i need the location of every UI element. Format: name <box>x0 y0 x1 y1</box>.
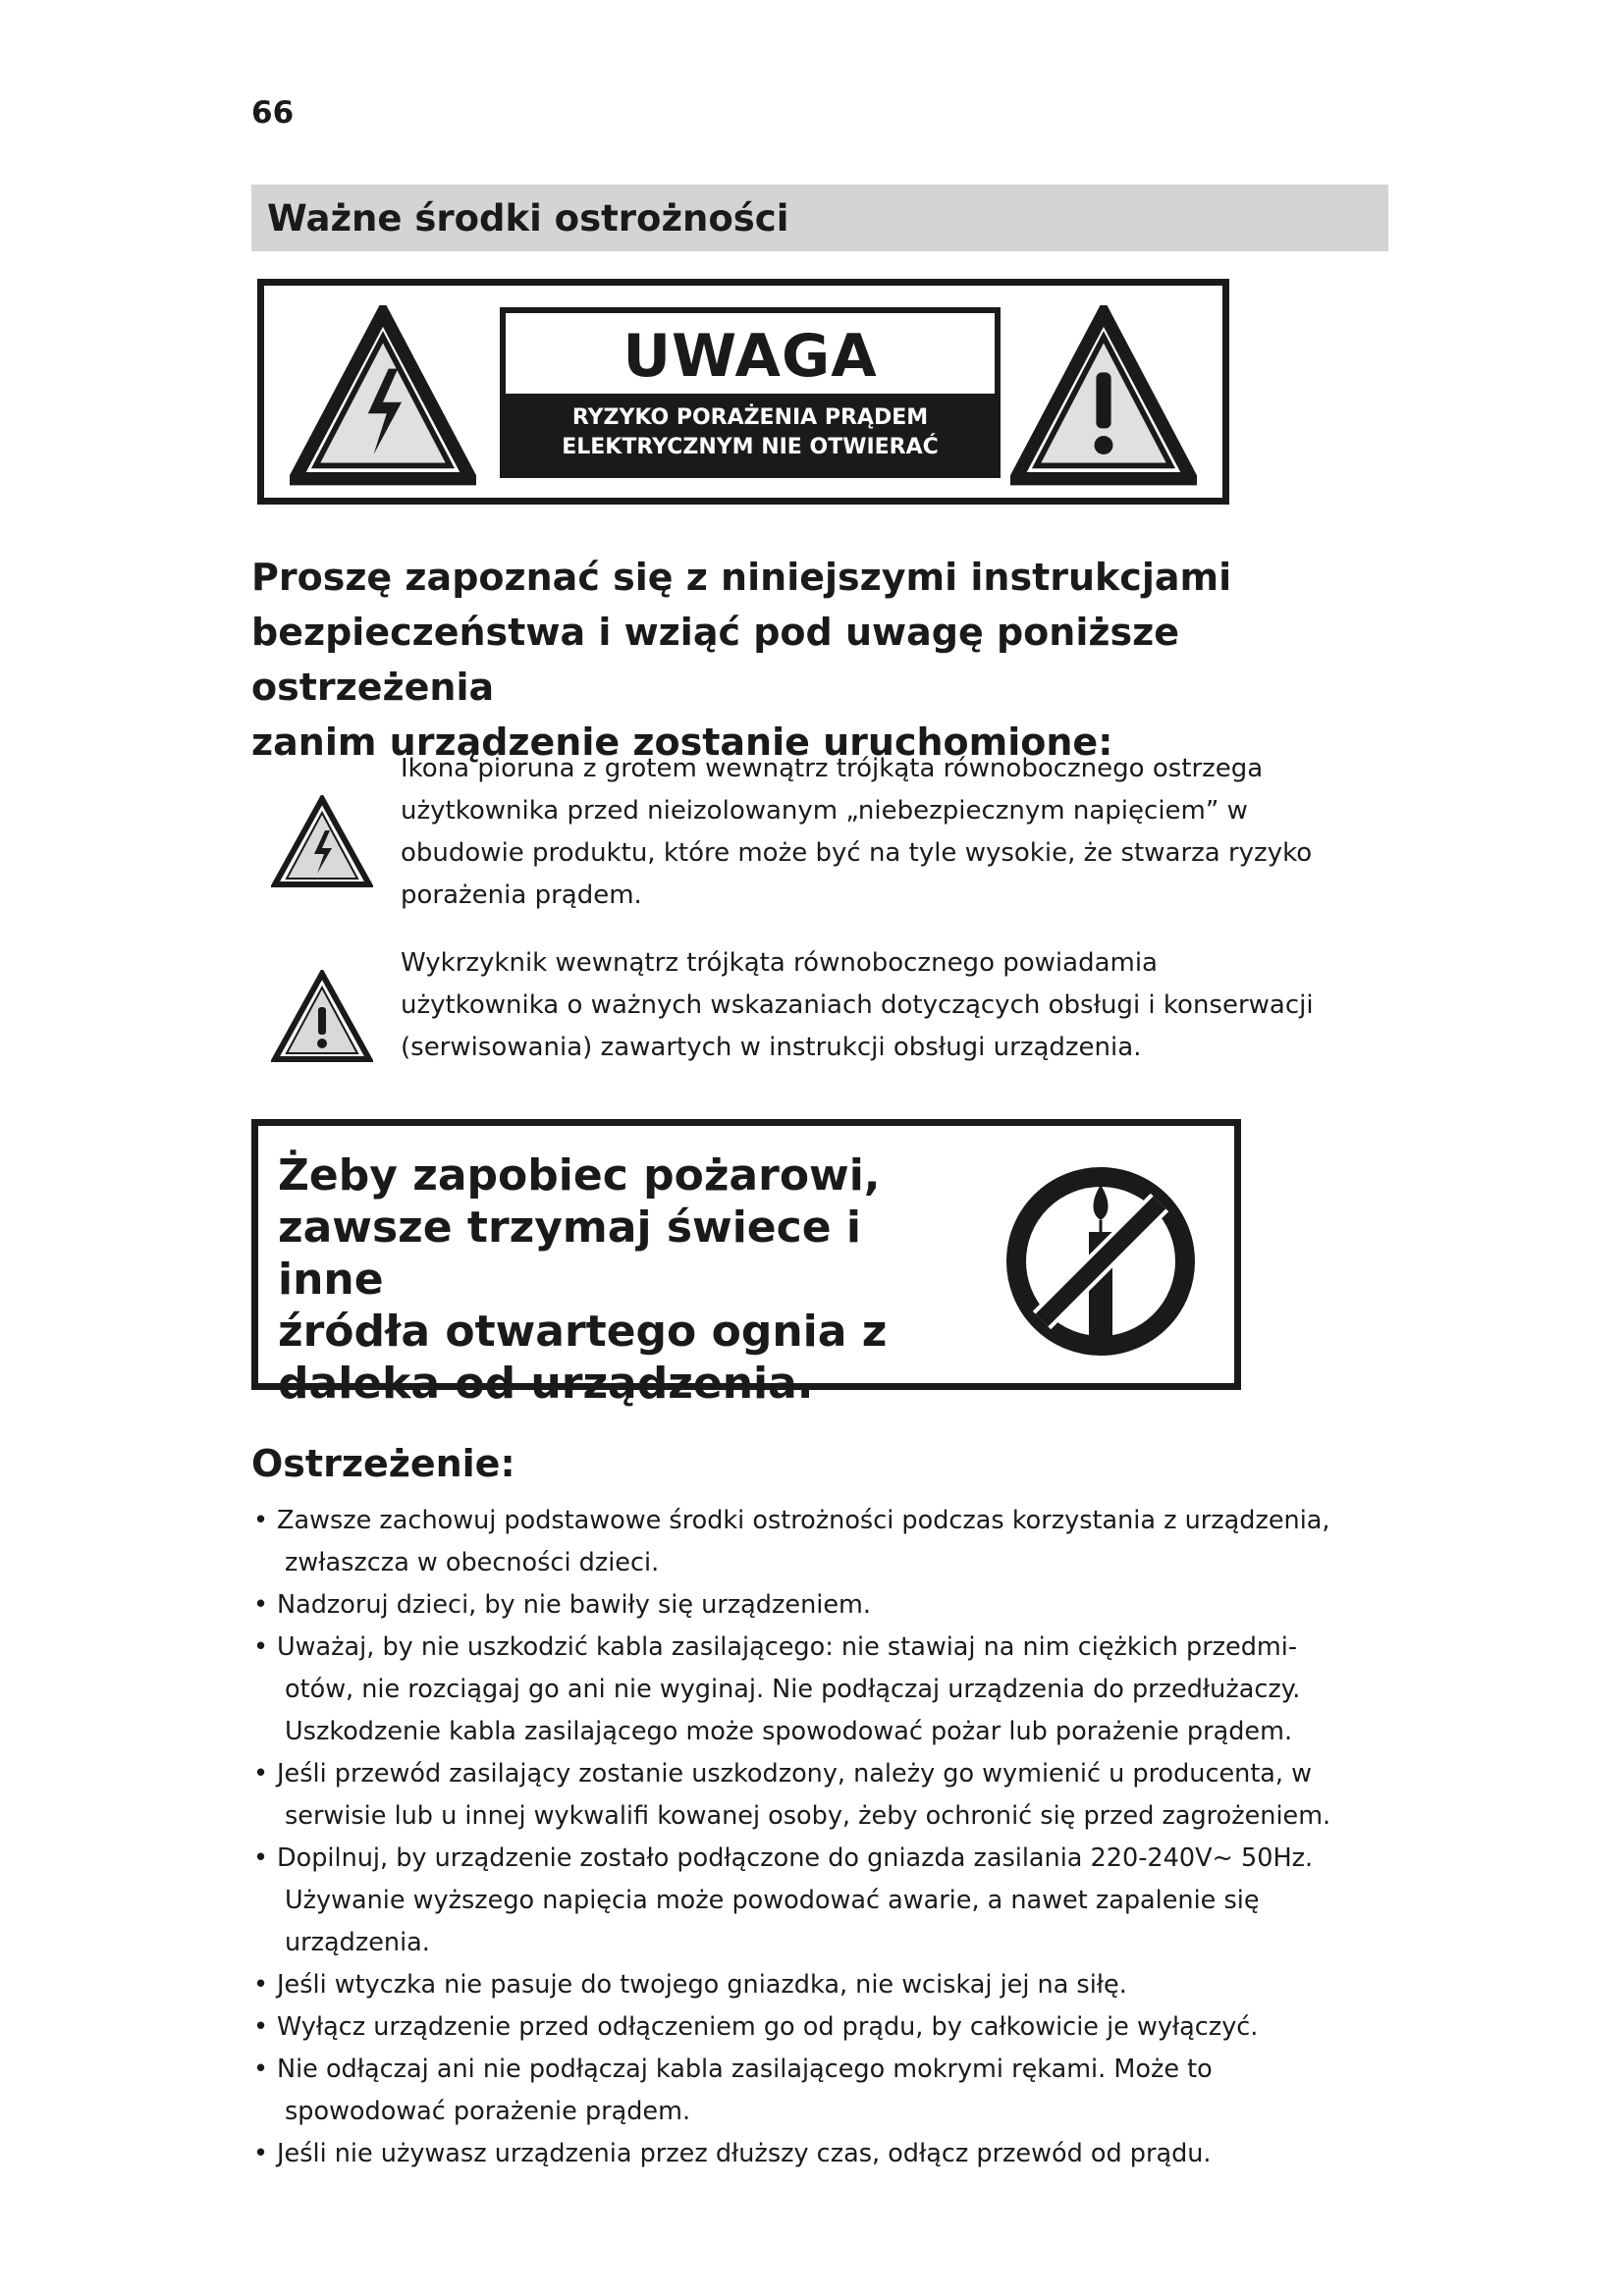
description-line: użytkownika przed nieizolowanym „niebezpiecznym napięciem” w <box>401 796 1248 826</box>
description-line: (serwisowania) zawartych w instrukcji obsługi urządzenia. <box>401 1033 1142 1062</box>
fire-warning-line: zawsze trzymaj świece i inne <box>278 1202 861 1305</box>
caution-label-panel <box>257 279 1229 505</box>
warning-line: otów, nie rozciągaj go ani nie wyginaj. Nie podłączaj urządzenia do przedłużaczy. <box>285 1675 1301 1704</box>
section-title: Ważne środki ostrożności <box>267 196 789 240</box>
warning-item <box>251 1838 1400 1964</box>
description-line: obudowie produktu, które może być na tyle wysokie, że stwarza ryzyko <box>401 838 1313 868</box>
caution-subtitle-line2: ELEKTRYCZNYM NIE OTWIERAĆ <box>562 435 939 459</box>
exclamation-triangle-icon <box>271 970 373 1064</box>
description-line: Wykrzyknik wewnątrz trójkąta równobocznego powiadamia <box>401 948 1158 978</box>
lightning-triangle-icon <box>290 305 476 492</box>
warning-item <box>251 1964 1400 2006</box>
warning-line: spowodować porażenie prądem. <box>285 2097 691 2126</box>
caution-subtitle-line1: RYZYKO PORAŻENIA PRĄDEM <box>571 405 929 430</box>
caution-title: UWAGA <box>623 322 878 391</box>
warnings-list <box>251 1500 1400 2175</box>
warning-line: Nie odłączaj ani nie podłączaj kabla zasilającego mokrymi rękami. Może to <box>277 2055 1213 2084</box>
fire-warning-line: Żeby zapobiec pożarowi, <box>278 1150 881 1201</box>
intro-line: zanim urządzenie zostanie uruchomione: <box>251 721 1113 764</box>
warning-line: Uszkodzenie kabla zasilającego może spowodować pożar lub porażenie prądem. <box>285 1717 1293 1746</box>
page-number: 66 <box>251 95 295 131</box>
intro-paragraph <box>251 550 1380 770</box>
fire-warning-line: daleka od urządzenia. <box>278 1359 814 1409</box>
warning-line: Używanie wyższego napięcia może powodować awarie, a nawet zapalenie się <box>285 1886 1260 1915</box>
lightning-triangle-icon <box>271 795 373 889</box>
section-header <box>251 185 1388 251</box>
fire-warning-text <box>278 1149 946 1410</box>
warning-item <box>251 1627 1400 1753</box>
fire-warning-panel <box>251 1119 1241 1409</box>
warning-item <box>251 2133 1400 2175</box>
symbol-description <box>401 942 1382 1069</box>
warning-line: Jeśli nie używasz urządzenia przez dłuższy czas, odłącz przewód od prądu. <box>277 2139 1212 2168</box>
warning-line: Wyłącz urządzenie przed odłączeniem go od prądu, by całkowicie je wyłączyć. <box>277 2012 1259 2042</box>
warning-line: Nadzoruj dzieci, by nie bawiły się urządzeniem. <box>277 1590 871 1620</box>
intro-line: Proszę zapoznać się z niniejszymi instrukcjami <box>251 556 1232 599</box>
description-line: użytkownika o ważnych wskazaniach dotyczących obsługi i konserwacji <box>401 990 1314 1020</box>
intro-line: bezpieczeństwa i wziąć pod uwagę poniższe ostrzeżenia <box>251 611 1179 709</box>
warning-line: zwłaszcza w obecności dzieci. <box>285 1548 660 1577</box>
warning-line: Dopilnuj, by urządzenie zostało podłączone do gniazda zasilania 220-240V~ 50Hz. <box>277 1843 1314 1873</box>
warnings-heading: Ostrzeżenie: <box>251 1442 515 1485</box>
warning-item <box>251 2049 1400 2133</box>
warning-line: Jeśli wtyczka nie pasuje do twojego gniazdka, nie wciskaj jej na siłę. <box>277 1970 1127 2000</box>
description-line: Ikona pioruna z grotem wewnątrz trójkąta równobocznego ostrzega <box>401 754 1264 783</box>
description-line: porażenia prądem. <box>401 881 642 910</box>
exclamation-triangle-icon <box>1010 305 1197 492</box>
warning-line: urządzenia. <box>285 1928 430 1957</box>
symbol-description <box>401 748 1382 917</box>
warning-line: serwisie lub u innej wykwalifi kowanej osoby, żeby ochronić się przed zagrożeniem. <box>285 1801 1331 1831</box>
warning-line: Jeśli przewód zasilający zostanie uszkodzony, należy go wymienić u producenta, w <box>277 1759 1313 1789</box>
warning-item <box>251 1584 1400 1627</box>
no-candle-icon <box>1002 1163 1199 1360</box>
warning-line: Zawsze zachowuj podstawowe środki ostrożności podczas korzystania z urządzenia, <box>277 1506 1330 1535</box>
warning-item <box>251 2006 1400 2049</box>
warning-item <box>251 1753 1400 1838</box>
caution-subtitle <box>506 394 995 472</box>
fire-warning-line: źródła otwartego ognia z <box>278 1307 888 1357</box>
warning-item <box>251 1500 1400 1584</box>
caution-text-box <box>500 307 1001 478</box>
warning-line: Uważaj, by nie uszkodzić kabla zasilającego: nie stawiaj na nim ciężkich przedmi- <box>277 1632 1298 1662</box>
